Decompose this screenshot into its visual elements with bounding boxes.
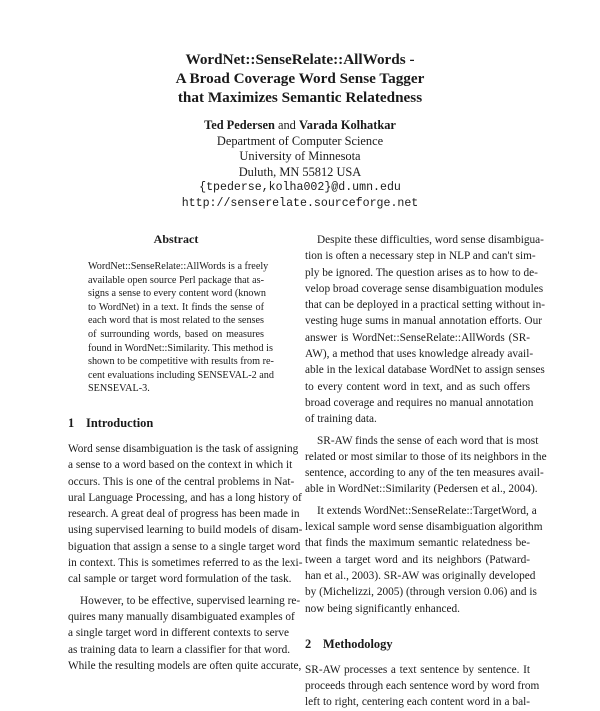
text-line: able in the lexical database WordNet to assign senses (305, 364, 545, 377)
text-line: occurs. This is one of the central problems in Nat- (68, 475, 295, 488)
text-line: quires many manually disambiguated examples of (68, 610, 295, 623)
abstract-line: of surrounding words, based on measures (88, 328, 264, 340)
abstract-line: WordNet::SenseRelate::AllWords is a freely (88, 261, 269, 272)
section-heading-introduction (68, 416, 284, 431)
paragraph (68, 441, 303, 588)
section-number: 1 (68, 415, 75, 430)
text-line: answer is WordNet::SenseRelate::AllWords (SR- (305, 331, 530, 344)
text-line: It extends WordNet::SenseRelate::TargetWord, a (317, 504, 537, 517)
text-line: research. A great deal of progress has been made in (68, 508, 300, 521)
paragraph (305, 662, 540, 711)
text-line: broad coverage and requires no manual annotation (305, 396, 534, 409)
text-line: AW), a method that uses knowledge already avail- (305, 348, 534, 361)
text-line: that can be deployed in a practical setting without in- (305, 299, 545, 312)
author-block (0, 118, 600, 211)
author-2: Varada Kolhatkar (298, 118, 396, 132)
text-line: ply be ignored. The question arises as to how to de- (305, 266, 538, 279)
abstract-line: cent evaluations including SENSEVAL-2 and (88, 369, 274, 381)
text-line: a single target word in different contexts to serve (68, 627, 290, 640)
text-line: lexical sample word sense disambiguation algorithm (305, 521, 543, 534)
text-line: sentence, according to any of the ten measures avail- (305, 467, 544, 480)
text-line: of training data. (305, 413, 377, 426)
abstract-text (88, 260, 274, 396)
abstract-line: available open source Perl package that as- (88, 274, 264, 286)
methodology-text (305, 662, 540, 711)
paragraph (68, 593, 302, 674)
paragraph (305, 433, 547, 498)
section-title: Introduction (86, 415, 154, 430)
abstract-line: to WordNet) in a text. It finds the sense of (88, 301, 264, 313)
section-title: Methodology (323, 636, 393, 651)
text-line: by (Michelizzi, 2005) (through version 0.06) and is (305, 586, 537, 599)
text-line: tion is often a necessary step in NLP and can't sim- (305, 250, 536, 263)
author-conjunction: and (277, 118, 296, 132)
paper-title (0, 50, 600, 107)
text-line: proceeds through each sentence word by word from (305, 680, 540, 693)
text-line: While the resulting models are often quite accurate, (68, 659, 302, 672)
text-line: cal sample or target word formulation of the task. (68, 573, 292, 586)
right-column-text (305, 232, 547, 617)
text-line: in context. This is sometimes referred to as the lexi- (68, 557, 303, 570)
text-line: vesting huge sums in manual annotation efforts. Our (305, 315, 542, 328)
abstract-heading: Abstract (153, 232, 199, 246)
introduction-text (68, 441, 303, 674)
abstract-line: each word that is most related to the senses (88, 315, 264, 327)
text-line: to every content word in text, and as such offers (305, 380, 530, 393)
abstract-line: shown to be competitive with results from re- (88, 356, 274, 368)
section-heading-methodology (305, 637, 530, 652)
right-column (305, 232, 547, 711)
text-line: able in WordNet::Similarity (Pedersen et al., 2004). (305, 483, 538, 496)
text-line: biguation that assign a sense to a single target word (68, 540, 301, 553)
text-line: now being significantly enhanced. (305, 602, 460, 615)
text-line: using supervised learning to build models of disam- (68, 524, 303, 537)
text-line: left to right, centering each content word in a bal- (305, 696, 530, 709)
text-line: han et al., 2003). SR-AW was originally developed (305, 569, 536, 582)
author-1: Ted Pedersen (204, 118, 275, 132)
text-line: ural Language Processing, and has a long history of (68, 491, 302, 504)
title-line: that Maximizes Semantic Relatedness (177, 89, 423, 106)
abstract-line: SENSEVAL-3. (88, 383, 150, 395)
affiliation-university: University of Minnesota (239, 149, 361, 163)
section-number: 2 (305, 636, 312, 651)
text-line: Despite these difficulties, word sense disambigua- (317, 234, 544, 246)
left-column (68, 232, 303, 674)
abstract-line: signs a sense to every content word (known (88, 288, 266, 300)
text-line: a sense to a word based on the context in which it (68, 459, 293, 472)
affiliation-department: Department of Computer Science (216, 133, 384, 148)
author-emails: {tpederse,kolha002}@d.umn.edu (199, 181, 401, 194)
title-line: A Broad Coverage Word Sense Tagger (175, 70, 425, 87)
author-names (0, 118, 600, 134)
text-line: related or most similar to those of its neighbors in the (305, 450, 547, 463)
text-line: tween a target word and its neighbors (Patward- (305, 553, 530, 566)
text-line: However, to be effective, supervised learning re- (80, 594, 301, 607)
affiliation-city: Duluth, MN 55812 USA (238, 164, 362, 179)
text-line: SR-AW processes a text sentence by sentence. It (305, 663, 530, 676)
text-line: as training data to learn a classifier for that word. (68, 643, 291, 656)
text-line: that finds the maximum semantic relatedness be- (305, 537, 530, 550)
text-line: Word sense disambiguation is the task of assigning (68, 442, 299, 455)
project-url: http://senserelate.sourceforge.net (181, 196, 419, 210)
title-line: WordNet::SenseRelate::AllWords - (185, 51, 415, 68)
paragraph (305, 232, 545, 428)
abstract-line: found in WordNet::Similarity. This method is (88, 342, 273, 354)
text-line: SR-AW finds the sense of each word that is most (317, 434, 539, 447)
text-line: velop broad coverage sense disambiguation modules (305, 282, 544, 295)
